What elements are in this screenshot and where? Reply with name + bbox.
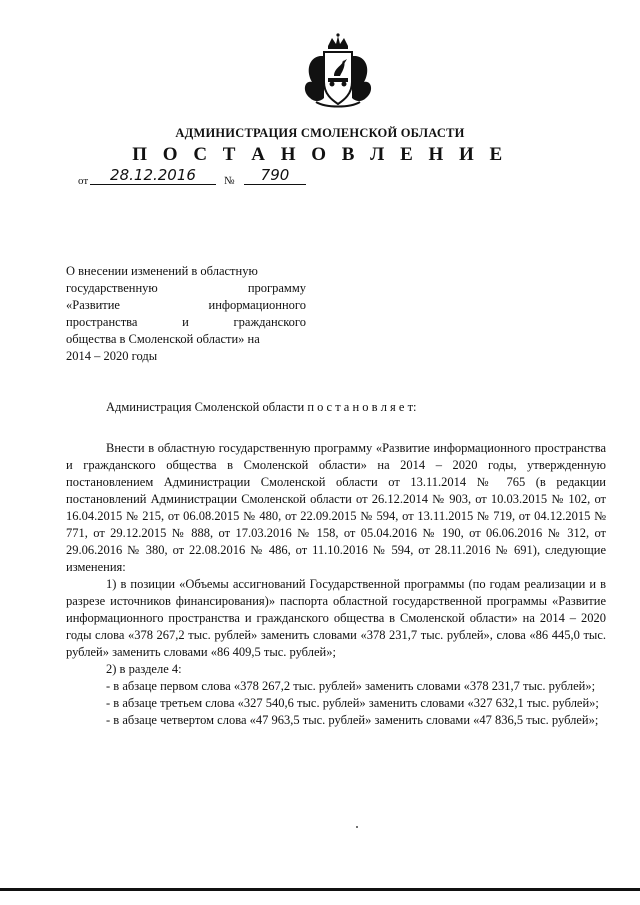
subject-line: О внесении изменений в областную	[66, 264, 258, 278]
body-paragraph: 1) в позиции «Объемы ассигнований Государственной программы (по годам реализации и в разрезе источников финансирования)» паспорта областной государственной программы «Развитие информационного пространства и гражданского общества в Смоленской области» на 2014 – 2020 годы слова «378 267,2 тыс. рублей» заменить словами «378 231,7 тыс. рублей», слова «86 445,0 тыс. рублей» заменить словами «86 409,5 тыс. рублей»;	[66, 577, 606, 659]
organization-title: АДМИНИСТРАЦИЯ СМОЛЕНСКОЙ ОБЛАСТИ	[175, 126, 465, 140]
body-paragraph: 2) в разделе 4:	[106, 662, 182, 676]
document-subject	[66, 263, 306, 365]
document-date: 28.12.2016	[90, 166, 216, 185]
decree-statement: Администрация Смоленской области п о с т а н о в л я е т:	[106, 400, 417, 414]
subject-line: государственную программу	[66, 281, 306, 295]
document-number: 790	[244, 166, 306, 185]
subject-line: пространства и гражданского	[66, 315, 306, 329]
bottom-border	[0, 888, 640, 891]
body-paragraph: Внести в областную государственную программу «Развитие информационного пространства и гражданского общества в Смоленской области» на 2014 – 2020 годы, утвержденную постановлением Администрации Смоленской области от 13.11.2014 № 765 (в редакции постановлений Администрации Смоленской области от 26.12.2014 № 903, от 10.03.2015 № 102, от 16.04.2015 № 215, от 06.08.2015 № 480, от 22.09.2015 № 594, от 13.11.2015 № 719, от 04.12.2015 № 771, от 29.12.2015 № 888, от 17.03.2016 № 158, от 05.04.2016 № 190, от 06.06.2016 № 312, от 29.06.2016 № 380, от 22.08.2016 № 486, от 11.10.2016 № 594, от 28.11.2016 № 691), следующие изменения:	[66, 441, 606, 574]
subject-line: «Развитие информационного	[66, 298, 306, 312]
number-prefix: №	[224, 175, 235, 187]
coat-of-arms-icon	[298, 32, 378, 110]
subject-line: общества в Смоленской области» на	[66, 332, 260, 346]
body-paragraph: - в абзаце третьем слова «327 540,6 тыс. рублей» заменить словами «327 632,1 тыс. рублей»;	[106, 696, 599, 710]
body-paragraph: - в абзаце первом слова «378 267,2 тыс. рублей» заменить словами «378 231,7 тыс. рублей»;	[106, 679, 596, 693]
date-prefix: от	[78, 175, 89, 187]
document-type-title: П О С Т А Н О В Л Е Н И Е	[132, 144, 508, 165]
scan-speck	[356, 826, 358, 828]
subject-line: 2014 – 2020 годы	[66, 349, 158, 363]
document-body	[66, 440, 606, 729]
body-paragraph: - в абзаце четвертом слова «47 963,5 тыс. рублей» заменить словами «47 836,5 тыс. рублей»;	[106, 713, 599, 727]
